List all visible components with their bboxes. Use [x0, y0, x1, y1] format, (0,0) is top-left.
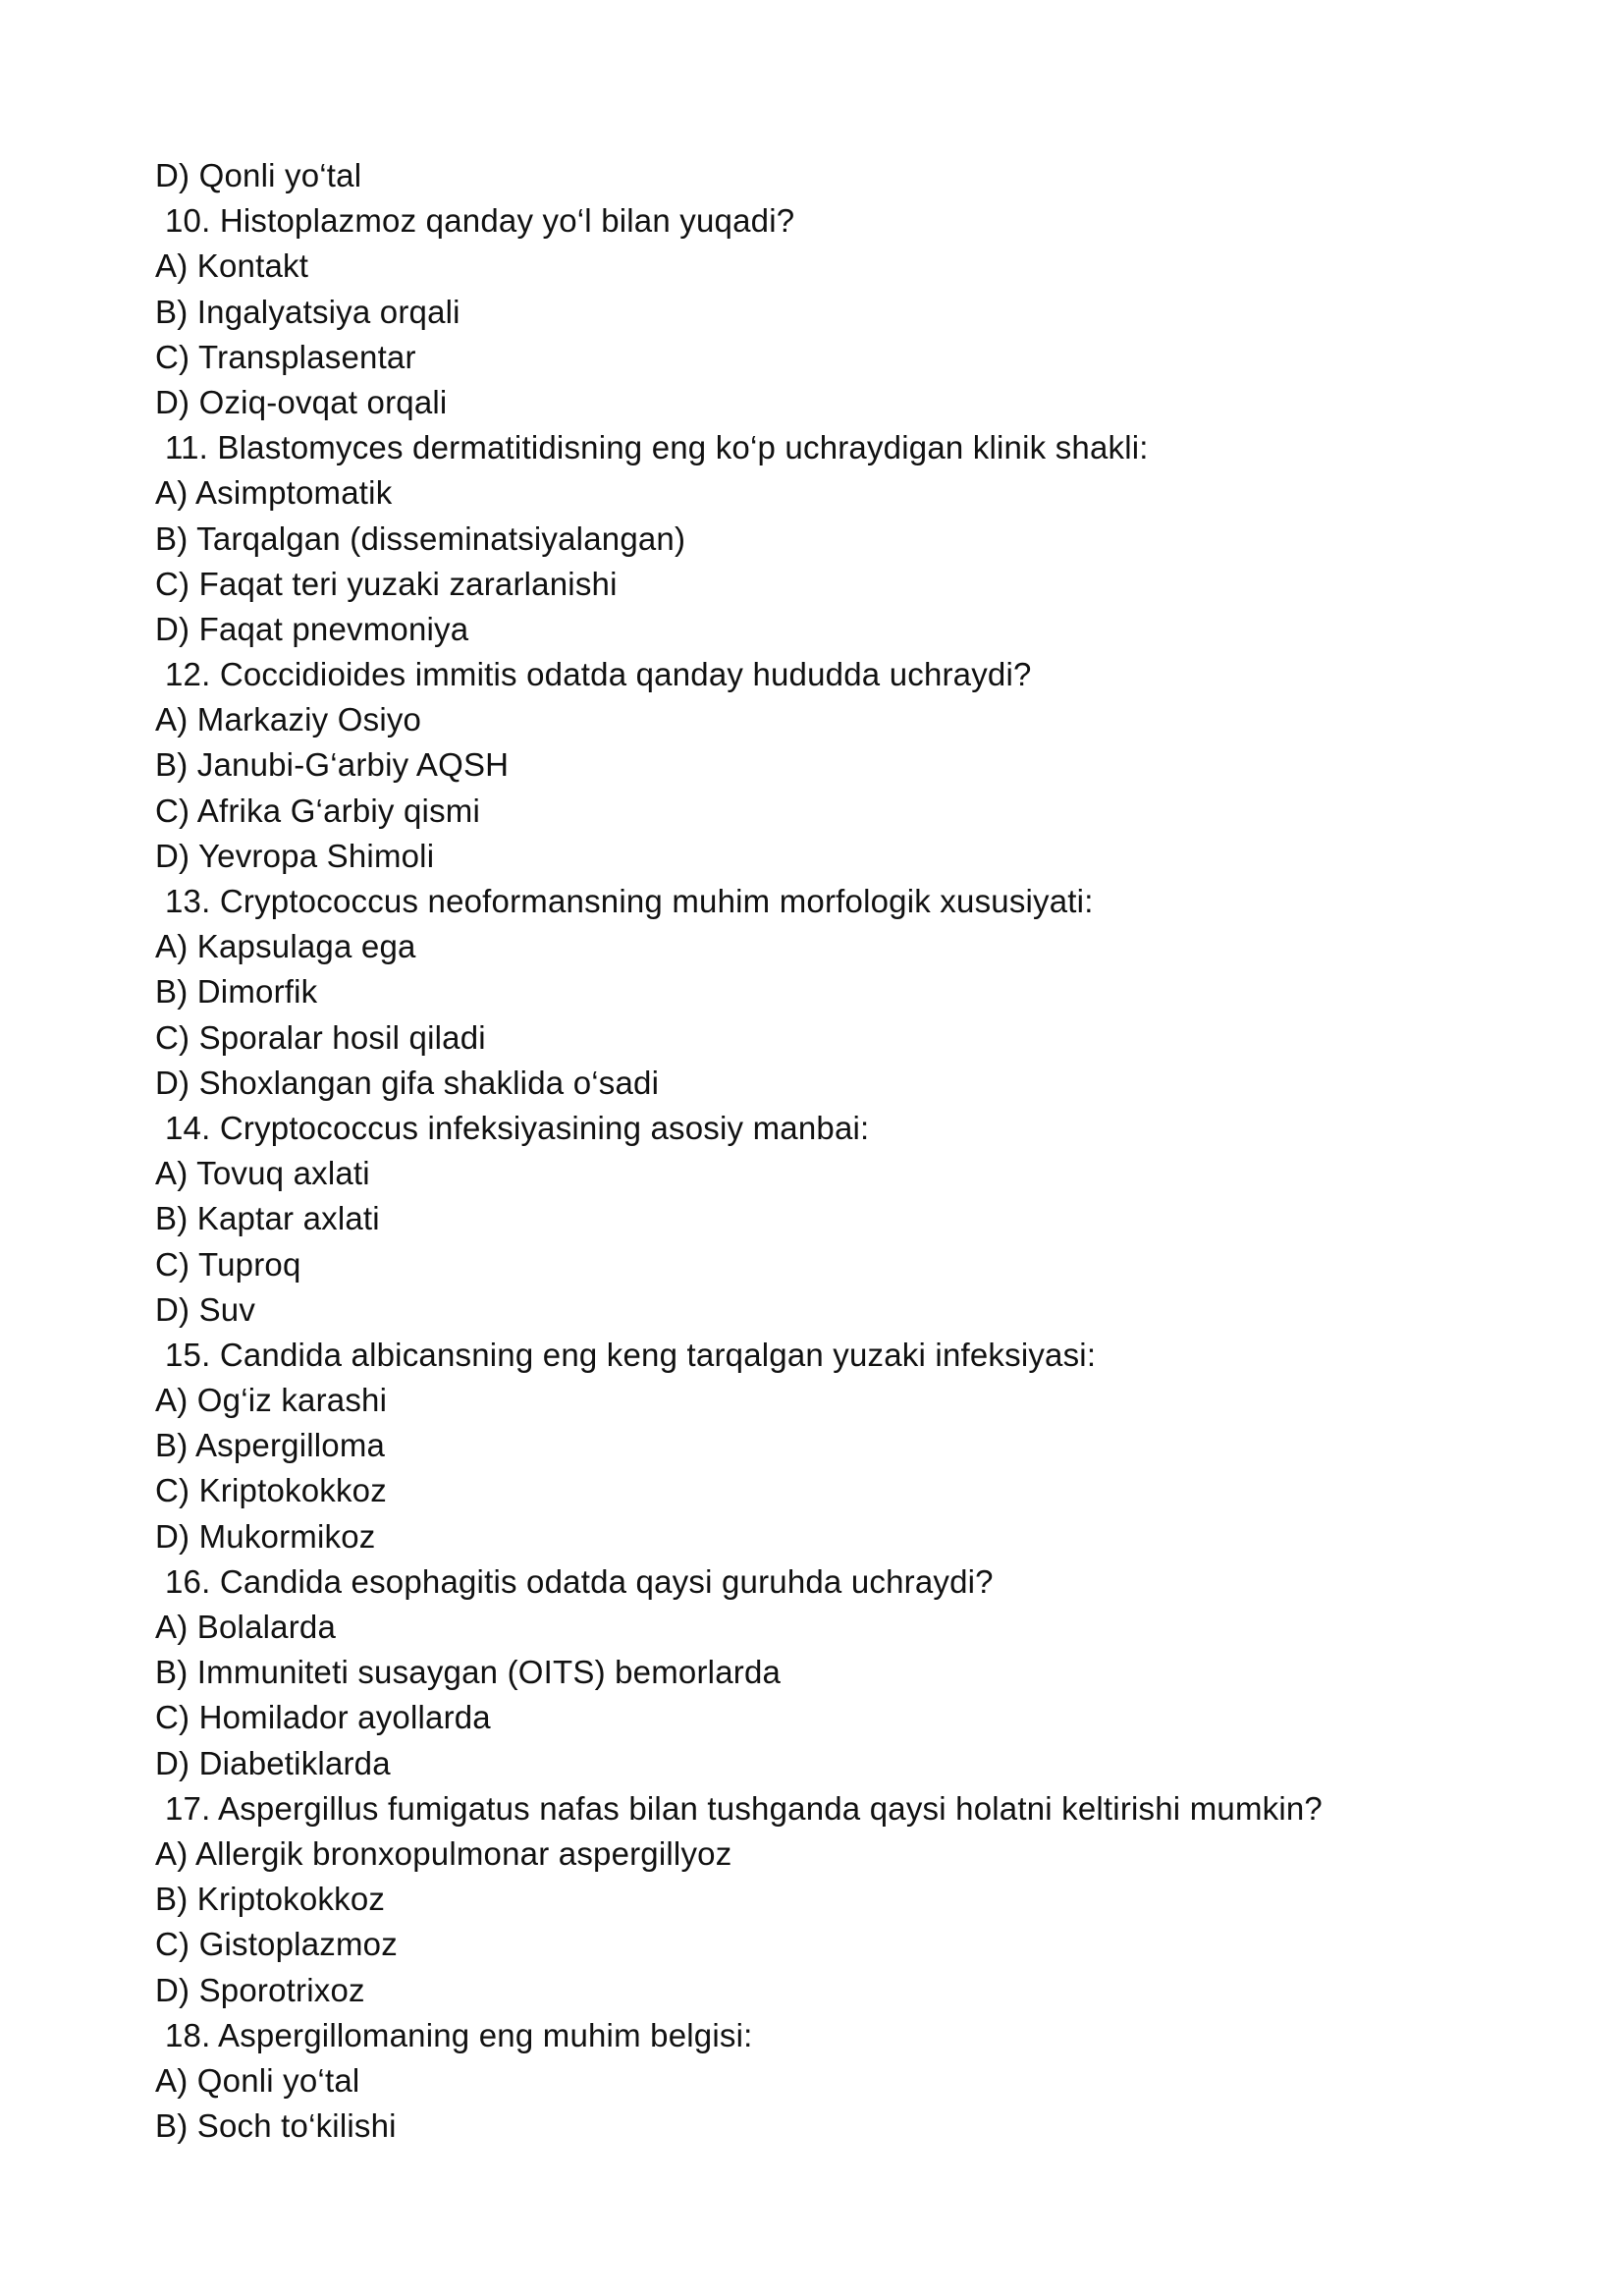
answer-option: A) Bolalarda — [155, 1609, 336, 1645]
document-page — [155, 153, 1490, 2149]
question-text: 18. Aspergillomaning eng muhim belgisi: — [165, 2016, 753, 2053]
answer-option: B) Janubi-G‘arbiy AQSH — [155, 746, 510, 784]
answer-option: D) Diabetiklarda — [155, 1744, 391, 1781]
answer-option: C) Kriptokokkoz — [155, 1472, 387, 1509]
answer-option: A) Kontakt — [155, 247, 309, 285]
answer-option: C) Faqat teri yuzaki zararlanishi — [155, 565, 618, 602]
answer-option: A) Kapsulaga ega — [155, 928, 416, 965]
answer-option: B) Immuniteti susaygan (OITS) bemorlarda — [155, 1654, 782, 1691]
answer-option: D) Yevropa Shimoli — [155, 837, 435, 874]
answer-option: C) Transplasentar — [155, 338, 416, 375]
answer-option: D) Qonli yo‘tal — [155, 157, 362, 193]
question-text: 16. Candida esophagitis odatda qaysi guruhda uchraydi? — [165, 1562, 994, 1600]
answer-option: B) Aspergilloma — [155, 1427, 386, 1464]
question-text: 11. Blastomyces dermatitidisning eng ko‘p uchraydigan klinik shakli: — [165, 429, 1149, 466]
answer-option: A) Qonli yo‘tal — [155, 2061, 360, 2099]
answer-option: C) Afrika G‘arbiy qismi — [155, 792, 480, 829]
question-text: 13. Cryptococcus neoformansning muhim morfologik xususiyati: — [165, 883, 1094, 919]
answer-option: A) Tovuq axlati — [155, 1155, 370, 1192]
answer-option: D) Suv — [155, 1290, 256, 1328]
answer-option: D) Faqat pnevmoniya — [155, 610, 469, 647]
answer-option: A) Markaziy Osiyo — [155, 701, 422, 738]
question-text: 14. Cryptococcus infeksiyasining asosiy manbai: — [165, 1109, 870, 1146]
answer-option: B) Kaptar axlati — [155, 1200, 380, 1237]
question-text: 12. Coccidioides immitis odatda qanday hududda uchraydi? — [165, 656, 1032, 693]
question-text: 10. Histoplazmoz qanday yo‘l bilan yuqadi? — [165, 202, 795, 240]
answer-option: A) Asimptomatik — [155, 474, 393, 512]
answer-option: A) Allergik bronxopulmonar aspergillyoz — [155, 1834, 732, 1872]
answer-option: B) Kriptokokkoz — [155, 1881, 386, 1918]
answer-option: B) Ingalyatsiya orqali — [155, 293, 460, 330]
answer-option: D) Shoxlangan gifa shaklida o‘sadi — [155, 1064, 660, 1101]
answer-option: C) Tuproq — [155, 1245, 301, 1283]
answer-option: D) Oziq-ovqat orqali — [155, 383, 448, 420]
answer-option: D) Mukormikoz — [155, 1517, 376, 1555]
answer-option: A) Og‘iz karashi — [155, 1382, 388, 1419]
answer-option: B) Soch to‘kilishi — [155, 2107, 397, 2145]
answer-option: C) Gistoplazmoz — [155, 1926, 398, 1963]
answer-option: C) Homilador ayollarda — [155, 1699, 491, 1736]
answer-option: C) Sporalar hosil qiladi — [155, 1018, 486, 1056]
question-text: 15. Candida albicansning eng keng tarqalgan yuzaki infeksiyasi: — [165, 1336, 1097, 1373]
answer-option: B) Dimorfik — [155, 973, 318, 1011]
answer-option: D) Sporotrixoz — [155, 1971, 365, 2008]
answer-option: B) Tarqalgan (disseminatsiyalangan) — [155, 519, 686, 557]
question-text: 17. Aspergillus fumigatus nafas bilan tushganda qaysi holatni keltirishi mumkin? — [165, 1789, 1323, 1827]
